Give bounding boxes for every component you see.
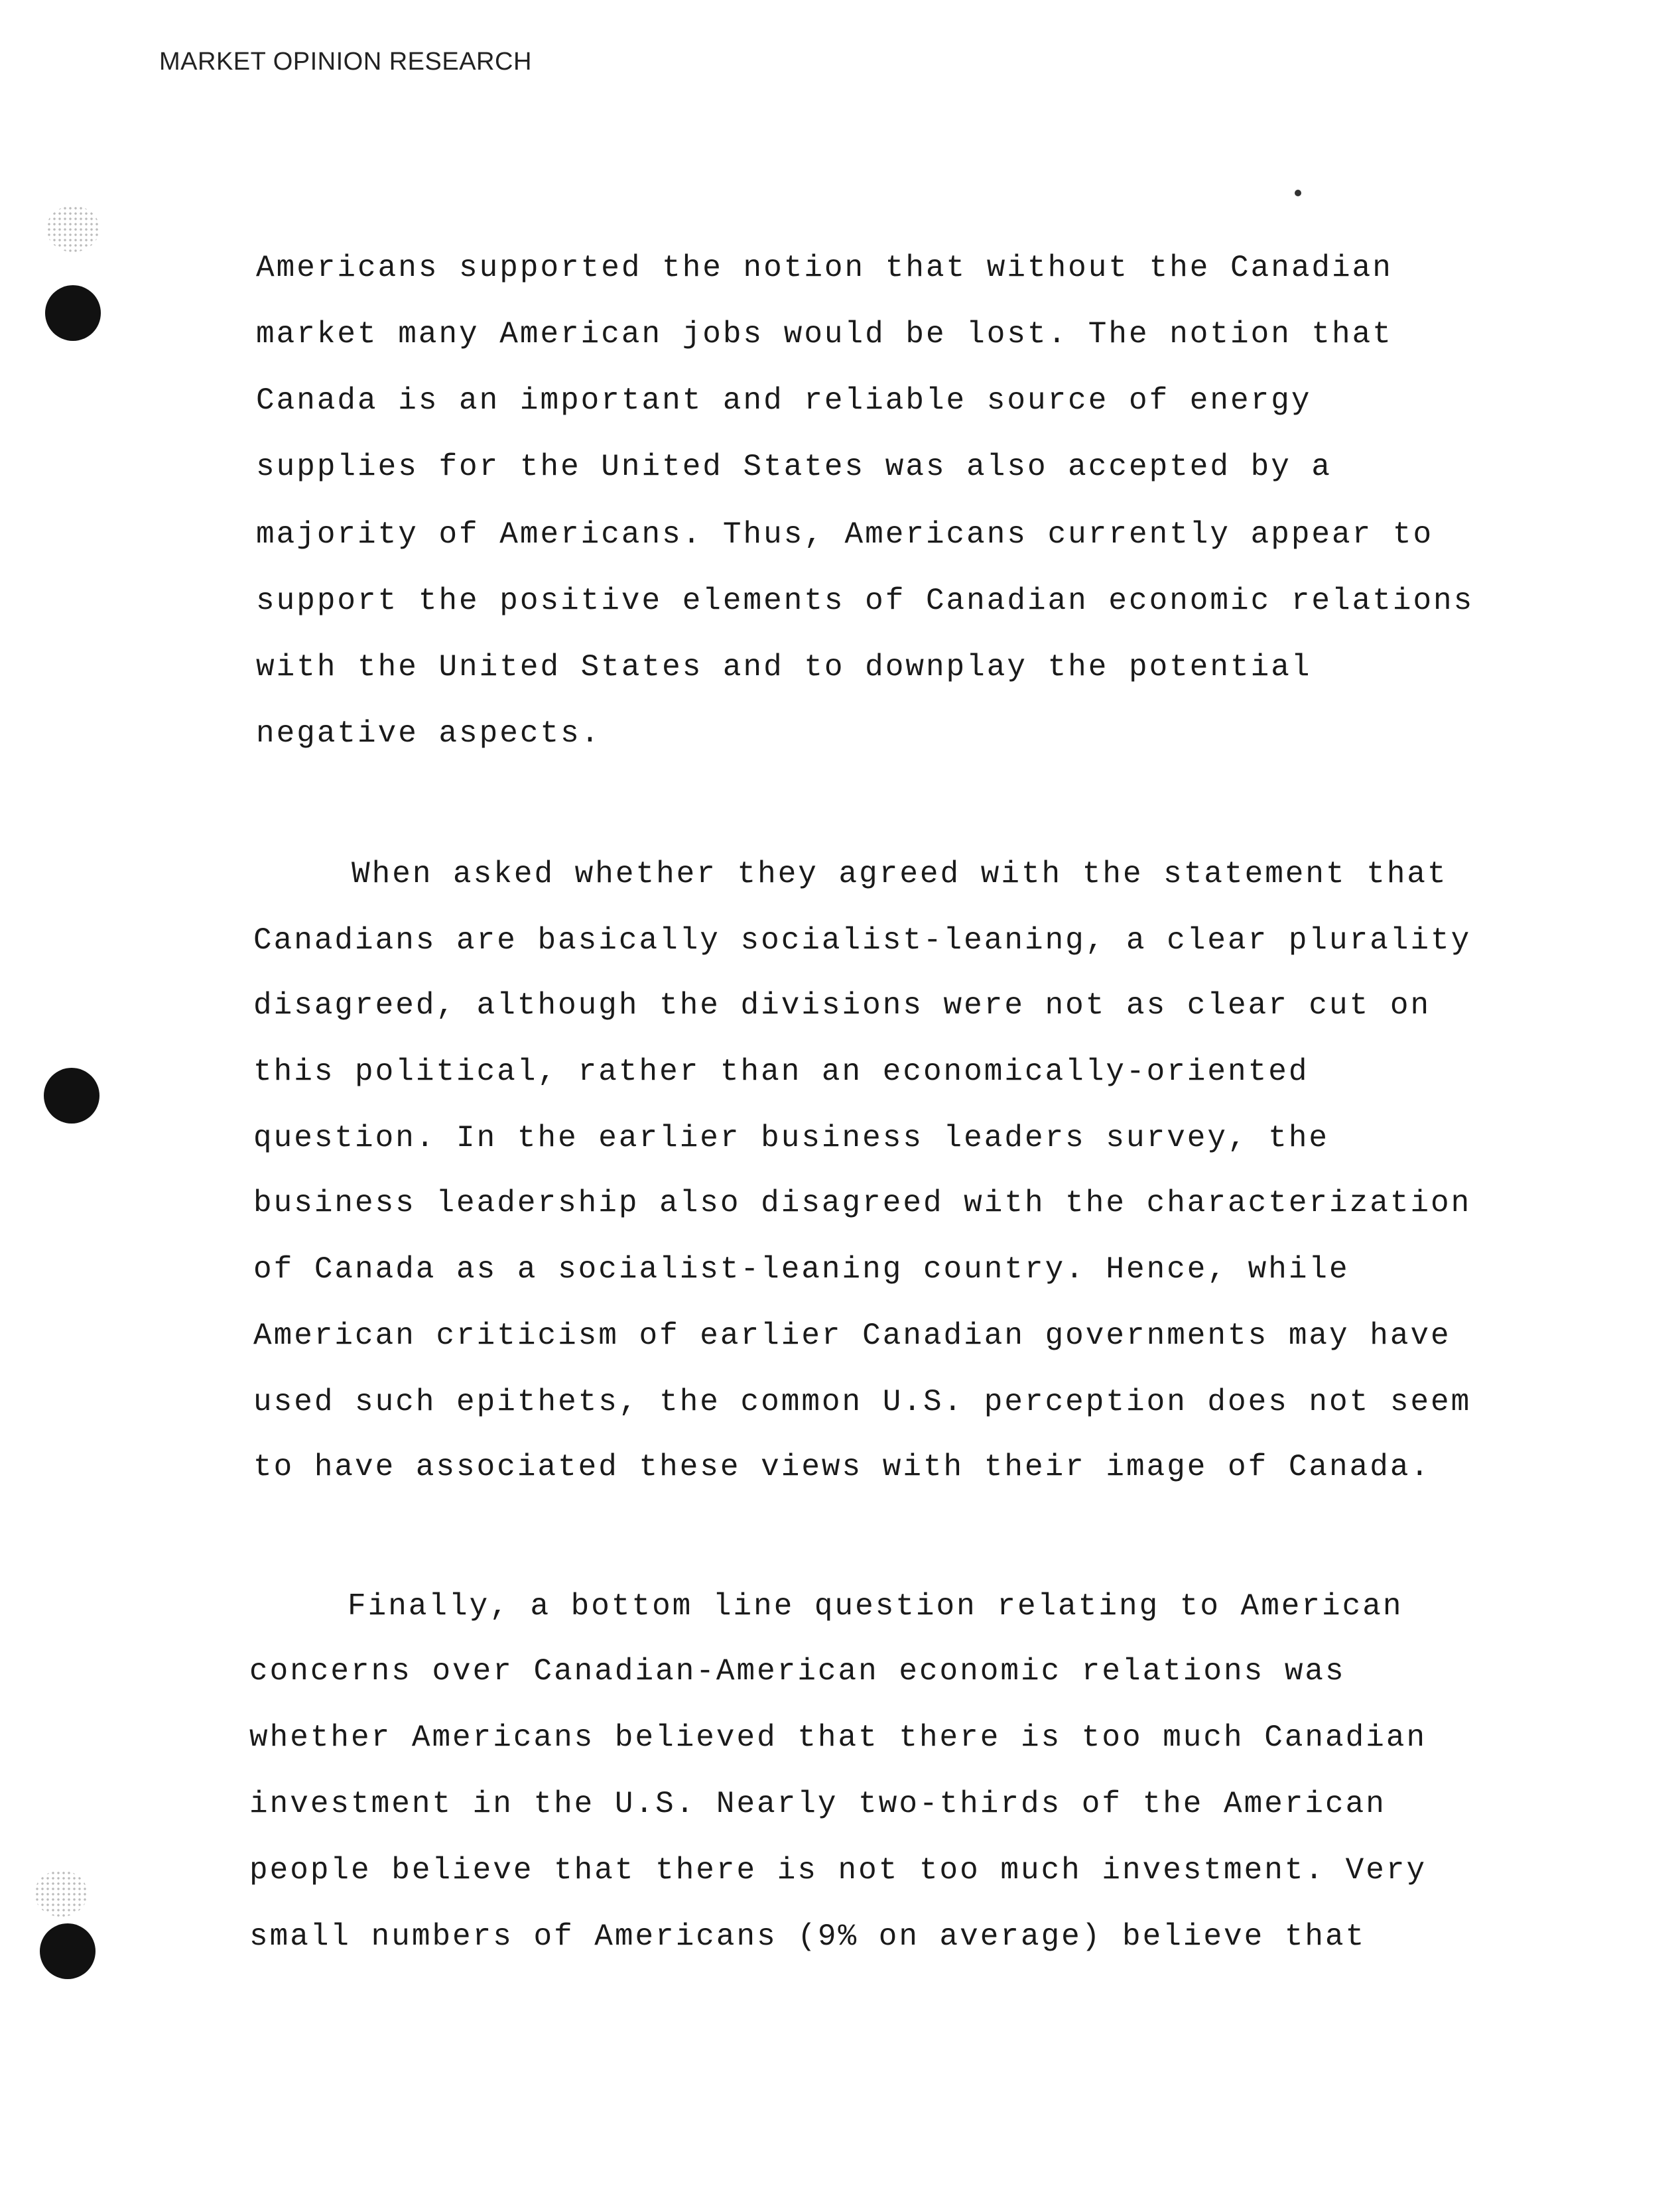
paragraph-3-line-4: investment in the U.S. Nearly two-thirds of the American xyxy=(249,1787,1386,1821)
paragraph-2-line-2: Canadians are basically socialist-leaning, a clear plurality xyxy=(253,923,1472,958)
paragraph-2-line-7: of Canada as a socialist-leaning country. Hence, while xyxy=(253,1252,1350,1287)
paragraph-1-line-1: Americans supported the notion that without the Canadian xyxy=(256,251,1393,285)
paragraph-1-line-3: Canada is an important and reliable source of energy xyxy=(256,383,1312,418)
paragraph-2-line-3: disagreed, although the divisions were not as clear cut on xyxy=(253,988,1431,1023)
binder-hole-middle xyxy=(44,1068,99,1124)
company-header: MARKET OPINION RESEARCH xyxy=(159,48,532,76)
paragraph-1-line-4: supplies for the United States was also accepted by a xyxy=(256,450,1332,484)
paragraph-3-line-1: Finally, a bottom line question relating to American xyxy=(348,1589,1403,1624)
paragraph-2-line-5: question. In the earlier business leaders survey, the xyxy=(253,1121,1330,1155)
paragraph-2-line-10: to have associated these views with their image of Canada. xyxy=(253,1450,1431,1484)
paragraph-1-line-7: with the United States and to downplay the potential xyxy=(256,650,1312,684)
binder-hole-top xyxy=(45,285,101,341)
paragraph-2-line-1: When asked whether they agreed with the statement that xyxy=(352,857,1448,891)
scan-speck xyxy=(1295,190,1301,196)
paragraph-3-line-2: concerns over Canadian-American economic relations was xyxy=(249,1654,1346,1689)
paragraph-2-line-6: business leadership also disagreed with the characterization xyxy=(253,1186,1472,1220)
binder-hole-bottom xyxy=(40,1923,96,1979)
paragraph-3-line-3: whether Americans believed that there is too much Canadian xyxy=(249,1720,1427,1755)
paragraph-3-line-5: people believe that there is not too much investment. Very xyxy=(249,1853,1427,1888)
paragraph-2-line-9: used such epithets, the common U.S. perception does not seem xyxy=(253,1385,1472,1419)
binder-hole-mark-bottom xyxy=(34,1870,88,1917)
paragraph-1-line-2: market many American jobs would be lost. The notion that xyxy=(256,317,1393,352)
paragraph-1-line-8: negative aspects. xyxy=(256,716,602,751)
paragraph-3-line-6: small numbers of Americans (9% on average) believe that xyxy=(249,1919,1366,1954)
binder-hole-mark-top xyxy=(46,206,99,252)
paragraph-1-line-6: support the positive elements of Canadian economic relations xyxy=(256,584,1474,618)
paragraph-2-line-8: American criticism of earlier Canadian governments may have xyxy=(253,1319,1451,1353)
paragraph-1-line-5: majority of Americans. Thus, Americans currently appear to xyxy=(256,517,1434,552)
paragraph-2-line-4: this political, rather than an economically-oriented xyxy=(253,1055,1309,1089)
